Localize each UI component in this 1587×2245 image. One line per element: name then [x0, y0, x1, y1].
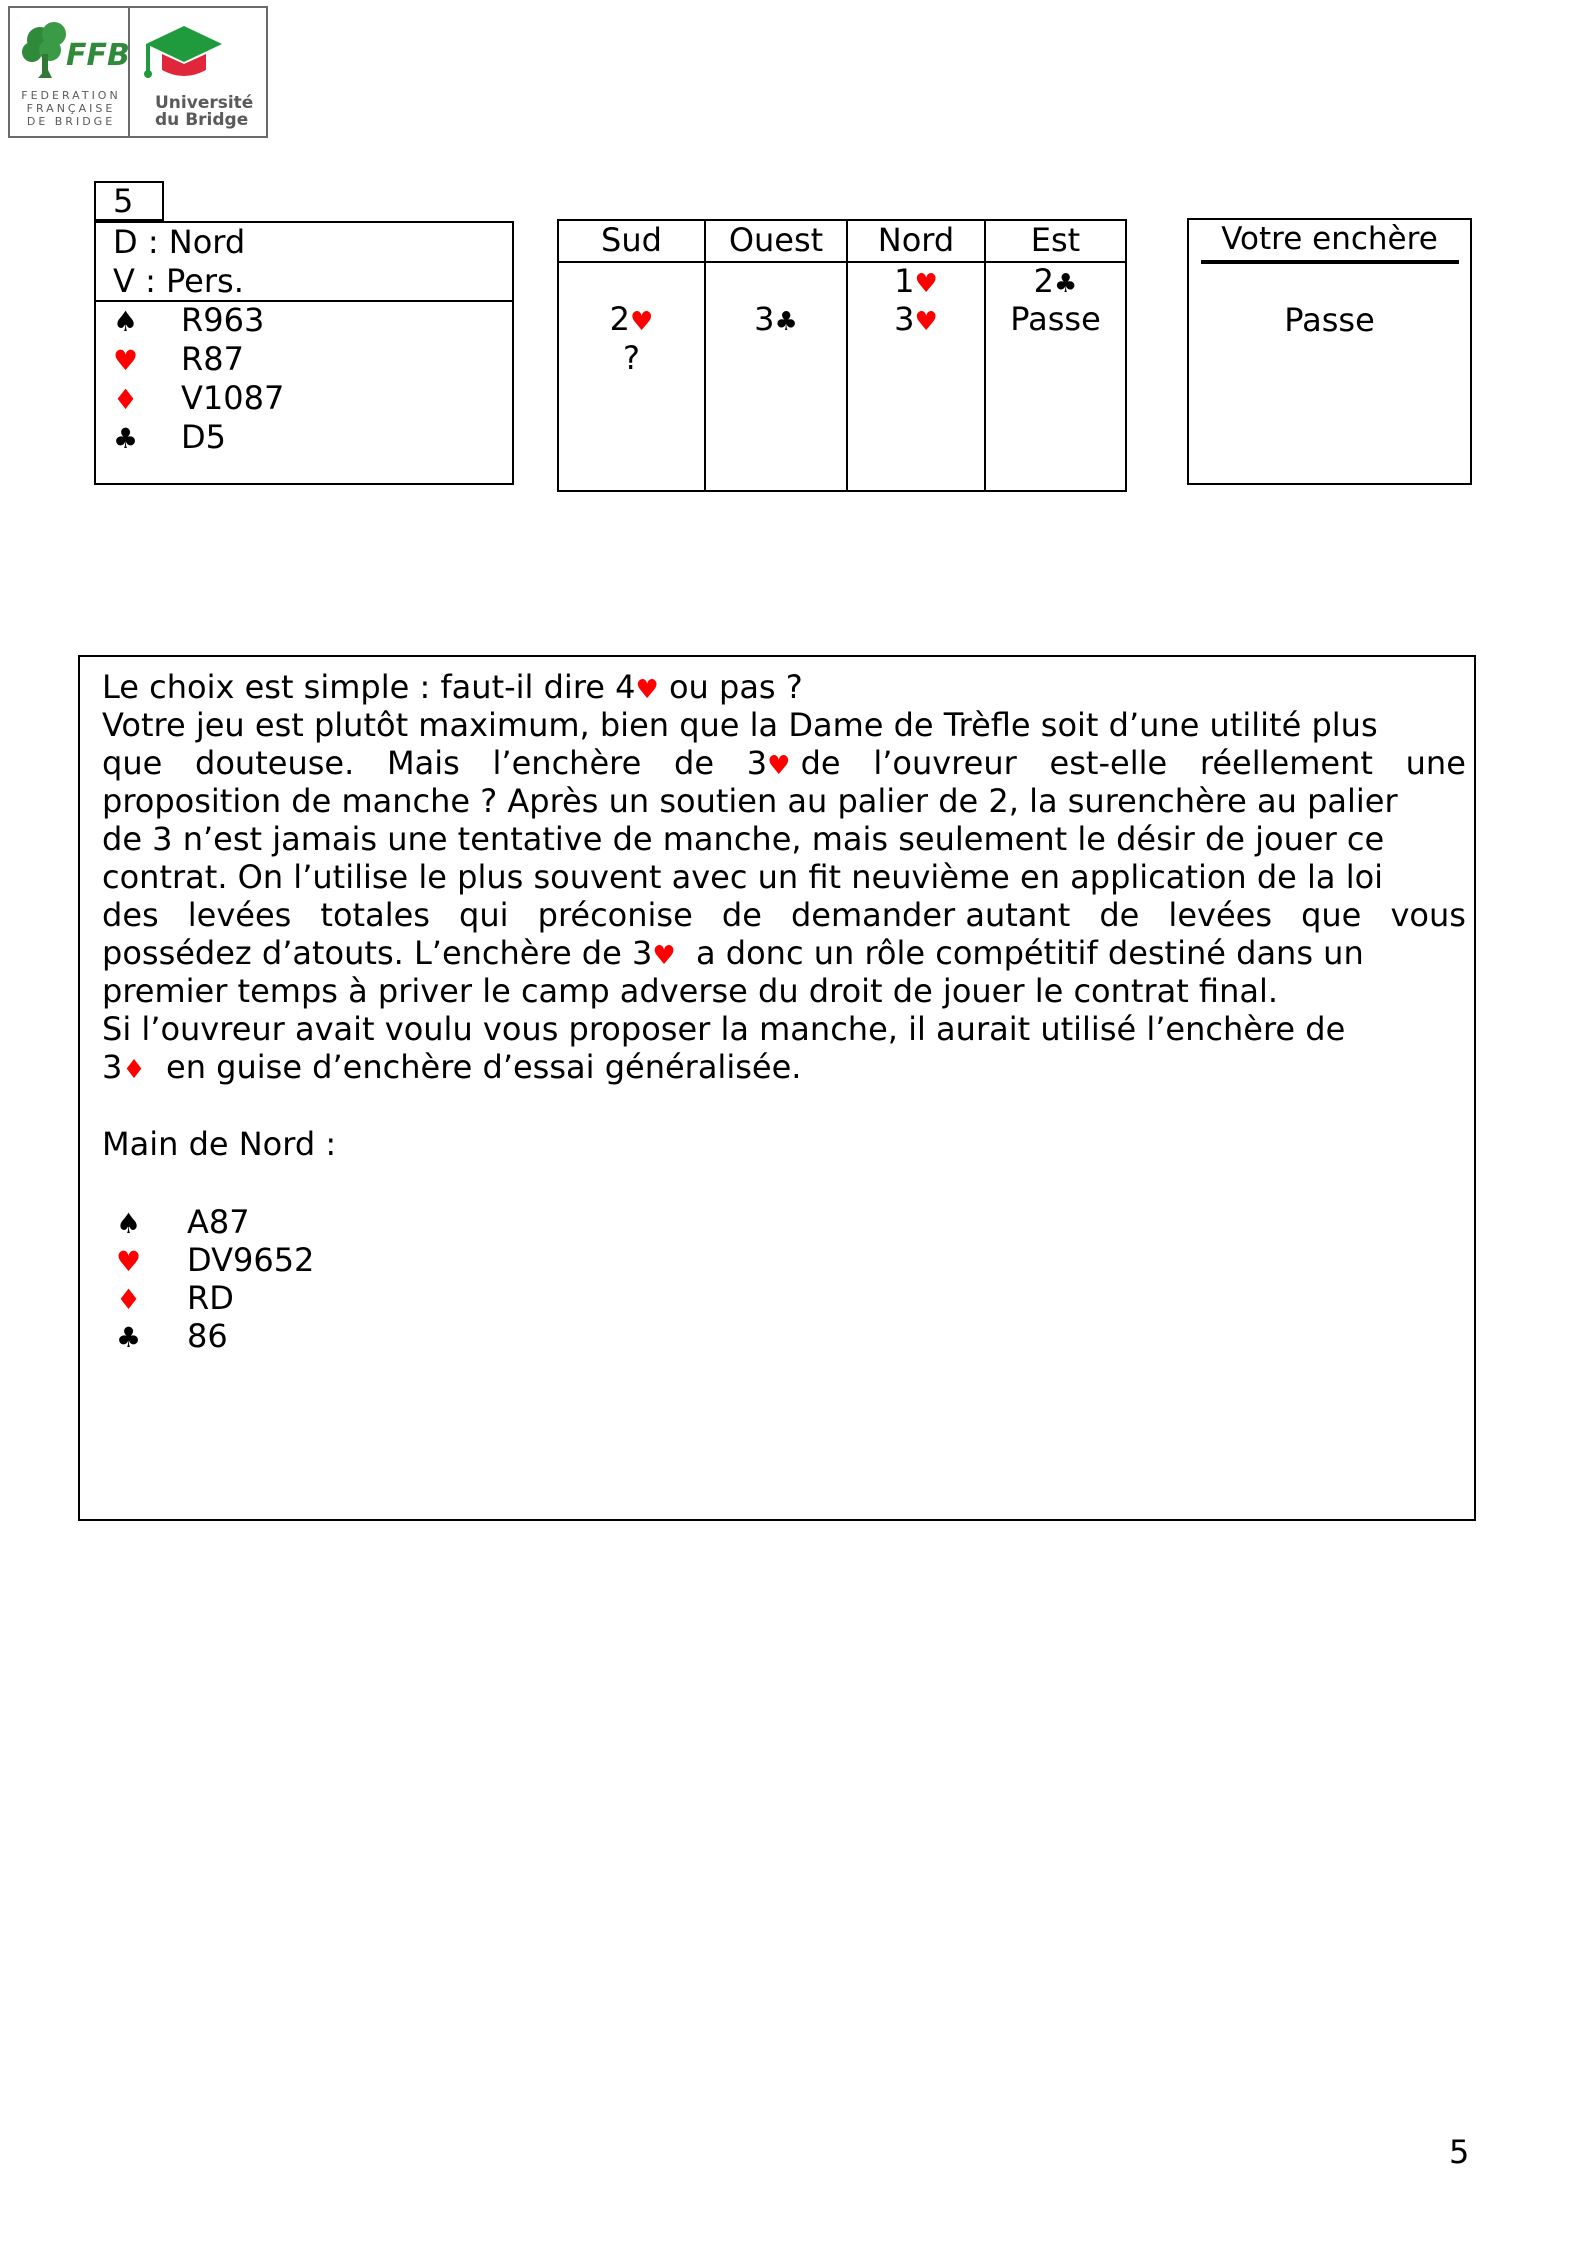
bidding-header-ouest: Ouest	[728, 221, 824, 259]
commentary-line: proposition de manche ? Après un soutien au palier de 2, la surenchère au palier	[102, 782, 1398, 820]
word: Mais	[387, 744, 460, 782]
commentary-text: a donc un rôle compétitif destiné dans un	[675, 934, 1364, 972]
commentary-line: Si l’ouvreur avait voulu vous proposer la manche, il aurait utilisé l’enchère de	[102, 1010, 1346, 1048]
bidding-header-nord: Nord	[877, 221, 955, 259]
vulnerability-value: Pers.	[166, 262, 244, 300]
bid-cell	[848, 262, 984, 303]
north-spade-cards: A87	[187, 1203, 250, 1241]
north-hand-diamonds	[116, 1279, 234, 1319]
answer-box	[1187, 218, 1472, 485]
ffb-line1: FEDERATION	[21, 89, 121, 102]
south-hand-diamonds	[113, 379, 285, 419]
north-hand-spades	[116, 1203, 250, 1243]
bid-ouest-2: 3♣	[754, 300, 798, 338]
answer-bid: Passe	[1284, 301, 1375, 339]
word: que	[1301, 896, 1362, 934]
club-icon: ♣	[113, 422, 139, 455]
dealer-row: D : Nord	[113, 223, 246, 261]
vulnerability-label: V	[113, 262, 135, 300]
spade-cards: R963	[181, 301, 265, 339]
diamond-icon: ♦	[116, 1283, 142, 1316]
deal-separator	[94, 300, 514, 302]
commentary-line	[102, 1048, 801, 1089]
north-hand-hearts	[116, 1241, 315, 1281]
word: préconise	[537, 896, 693, 934]
heart-icon: ♥	[113, 344, 139, 377]
heart-cards: R87	[181, 340, 244, 378]
bid-sud-2: 2♥	[609, 300, 654, 338]
word: une	[1405, 744, 1466, 782]
ffb-mark: FFB	[66, 38, 130, 73]
word: qui	[459, 896, 509, 934]
page-number: 5	[1449, 2133, 1470, 2171]
commentary-line: de 3 n’est jamais une tentative de manche, mais seulement le désir de jouer ce	[102, 820, 1385, 858]
south-hand-hearts	[113, 340, 244, 380]
commentary-text: possédez d’atouts. L’enchère de 3	[102, 934, 653, 972]
word: totales	[320, 896, 430, 934]
word: l’enchère	[492, 744, 642, 782]
bidding-header-sud: Sud	[601, 221, 662, 259]
graduation-cap-icon	[140, 22, 226, 88]
vulnerability-row: V : Pers.	[113, 262, 244, 300]
word: des	[102, 896, 159, 934]
heart-icon: ♥	[116, 1245, 142, 1278]
bid-cell	[986, 262, 1125, 303]
bid-sud-3: ?	[623, 339, 640, 377]
commentary-line: contrat. On l’utilise le plus souvent avec un fit neuvième en application de la loi	[102, 858, 1384, 896]
bidding-header-est: Est	[1030, 221, 1081, 259]
university-line1: Université	[155, 93, 254, 113]
ffb-line2: FRANÇAISE	[26, 102, 116, 115]
dealer-value: Nord	[168, 223, 246, 261]
word: est-elle	[1049, 744, 1168, 782]
word: demander autant	[790, 896, 1071, 934]
word: réellement	[1199, 744, 1373, 782]
bidding-col-divider	[984, 219, 986, 492]
commentary-text: 3	[102, 1048, 123, 1086]
diamond-icon: ♦	[122, 1055, 146, 1085]
bid-nord-2: 3♥	[894, 300, 938, 338]
club-cards: D5	[181, 418, 226, 456]
commentary-line: Votre jeu est plutôt maximum, bien que la Dame de Trèfle soit d’une utilité plus	[102, 706, 1378, 744]
word: l’ouvreur	[873, 744, 1017, 782]
word: levées	[1168, 896, 1272, 934]
bidding-col-divider	[704, 219, 706, 492]
north-diamond-cards: RD	[187, 1279, 234, 1317]
word: levées	[187, 896, 292, 934]
bid-est-2: Passe	[1010, 300, 1101, 338]
north-hand-clubs	[116, 1317, 228, 1357]
heart-icon: ♥	[652, 941, 676, 971]
diamond-cards: V1087	[181, 379, 285, 417]
north-heart-cards: DV9652	[187, 1241, 315, 1279]
word: de	[1099, 896, 1140, 934]
commentary-text: ou pas ?	[658, 668, 803, 706]
bid-est-1: 2♣	[1033, 262, 1078, 300]
club-icon: ♣	[116, 1321, 142, 1354]
word: que	[102, 744, 163, 782]
spade-icon: ♠	[113, 305, 139, 338]
diamond-icon: ♦	[113, 383, 139, 416]
heart-icon: ♥	[635, 675, 659, 705]
commentary-line	[102, 934, 1364, 975]
commentary-text: Le choix est simple : faut-il dire 4	[102, 668, 636, 706]
south-hand-spades	[113, 301, 265, 341]
bidding-col-divider	[846, 219, 848, 492]
answer-title-underline	[1201, 260, 1459, 264]
answer-title: Votre enchère	[1221, 221, 1438, 257]
commentary-line	[102, 896, 1466, 934]
north-club-cards: 86	[187, 1317, 228, 1355]
bid-cell	[706, 300, 846, 341]
deal-number: 5	[113, 182, 134, 220]
dealer-label: D	[113, 223, 138, 261]
commentary-line: premier temps à priver le camp adverse du droit de jouer le contrat final.	[102, 972, 1279, 1010]
bid-cell	[848, 300, 984, 341]
south-hand-clubs	[113, 418, 226, 458]
bid-nord-1: 1♥	[894, 262, 938, 300]
north-hand-title: Main de Nord :	[102, 1125, 337, 1163]
ffb-line3: DE BRIDGE	[26, 115, 116, 128]
commentary-line	[102, 744, 1466, 785]
commentary-text: en guise d’enchère d’essai généralisée.	[145, 1048, 802, 1086]
word: douteuse.	[195, 744, 355, 782]
university-line2: du Bridge	[155, 110, 249, 130]
word: de	[674, 744, 715, 782]
bid-cell	[559, 300, 704, 341]
commentary-line	[102, 668, 803, 709]
word: de	[721, 896, 762, 934]
spade-icon: ♠	[116, 1207, 142, 1240]
word: vous	[1390, 896, 1466, 934]
word: 3♥ de	[746, 744, 841, 782]
